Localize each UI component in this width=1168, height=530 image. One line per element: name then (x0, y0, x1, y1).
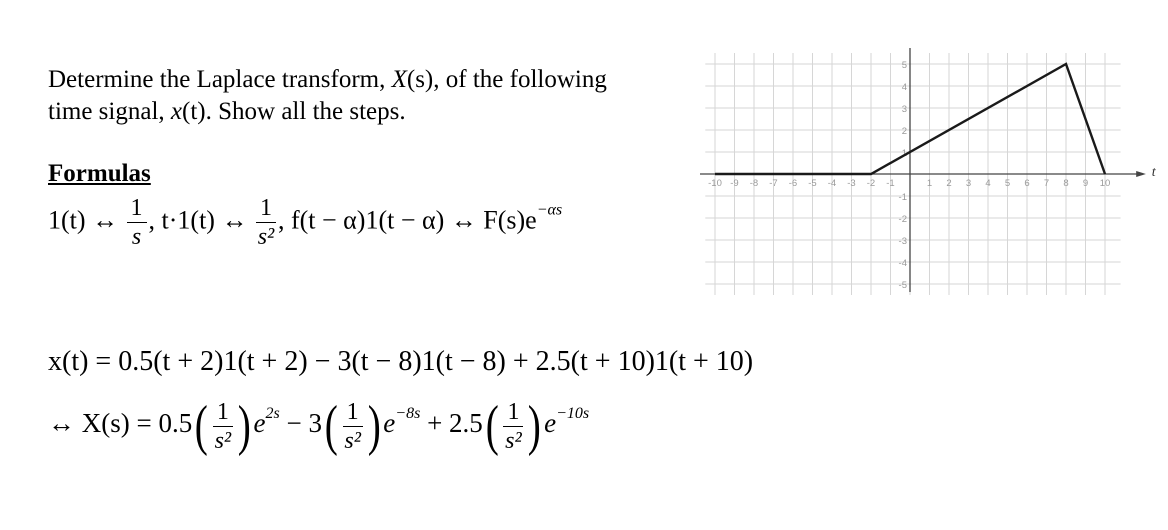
y-tick-label: 2 (901, 126, 907, 137)
fraction-numerator: 1 (256, 196, 276, 223)
y-tick-label: -2 (898, 214, 907, 225)
exponent: −10s (556, 405, 590, 423)
fraction-denominator: s² (257, 224, 275, 250)
fraction-numerator: 1 (213, 400, 233, 427)
fraction (127, 196, 147, 249)
y-tick-label: 4 (901, 82, 907, 93)
x-tick-label: 5 (1004, 178, 1011, 189)
right-paren: ) (528, 395, 542, 457)
fraction (343, 400, 363, 453)
x-axis-arrow (1136, 171, 1146, 177)
x-tick-label: 1 (926, 178, 933, 189)
exponent: −8s (395, 405, 421, 423)
exp-base: e (383, 408, 396, 439)
x-tick-label: -9 (730, 178, 739, 189)
fraction (503, 400, 523, 453)
y-tick-label: 1 (901, 148, 907, 159)
exponent: 2s (265, 405, 280, 423)
problem-text: , of the following (433, 66, 607, 93)
y-tick-label: -5 (898, 280, 907, 291)
problem-var-x: x (170, 98, 183, 125)
fraction-denominator: s (131, 224, 142, 250)
x-tick-label: 8 (1063, 178, 1069, 189)
x-tick-label: 9 (1082, 178, 1089, 189)
x-tick-label: -1 (886, 178, 895, 189)
x-tick-label: -7 (769, 178, 778, 189)
fraction-denominator: s² (505, 427, 522, 454)
x-tick-label: -6 (788, 178, 798, 189)
problem-text: . Show all the steps. (205, 98, 406, 125)
formula-part: , f(t − α)1(t − α) ↔ F(s)e (277, 205, 537, 235)
x-tick-label: 2 (946, 178, 952, 189)
fraction-numerator: 1 (343, 400, 363, 427)
y-tick-label: 3 (901, 104, 907, 115)
formula-line (48, 196, 562, 249)
x-tick-label: 10 (1099, 178, 1111, 189)
problem-var-X: X (391, 66, 407, 93)
x-tick-label: 3 (965, 178, 972, 189)
equation-part: ↔ X(s) = 0.5 (48, 408, 193, 439)
fraction (213, 400, 233, 453)
formula-part: , t·1(t) ↔ (148, 205, 254, 235)
fraction (256, 196, 276, 249)
y-tick-label: -3 (898, 236, 907, 247)
x-tick-label: -2 (866, 178, 876, 189)
exp-base: e (253, 408, 266, 439)
x-tick-label: 6 (1024, 178, 1030, 189)
left-paren: ( (324, 395, 338, 457)
laplace-result-equation (48, 395, 590, 457)
right-paren: ) (237, 395, 251, 457)
exp-base: e (544, 408, 557, 439)
x-tick-label: 7 (1043, 178, 1050, 189)
fraction-denominator: s² (344, 427, 361, 454)
fraction-numerator: 1 (127, 196, 147, 223)
signal-graph (700, 46, 1160, 296)
problem-var-arg: (t) (182, 98, 206, 125)
left-paren: ( (195, 395, 209, 457)
fraction-denominator: s² (214, 427, 232, 454)
equation-part: − 3 (279, 408, 322, 439)
y-tick-label: 5 (901, 60, 907, 71)
x-tick-label: 4 (985, 178, 991, 189)
left-paren: ( (485, 395, 499, 457)
x-tick-label: -10 (708, 178, 722, 189)
time-signal-equation: x(t) = 0.5(t + 2)1(t + 2) − 3(t − 8)1(t − 8) + 2.5(t + 10)1(t + 10) (48, 346, 754, 377)
right-paren: ) (367, 395, 381, 457)
formulas-heading: Formulas (48, 160, 151, 187)
problem-var-arg: (s) (406, 66, 434, 93)
exponent: −αs (536, 201, 563, 219)
x-tick-label: -8 (749, 178, 759, 189)
problem-text: Determine the Laplace transform, (48, 66, 392, 93)
x-tick-label: -5 (808, 178, 817, 189)
problem-text: time signal, (48, 98, 171, 125)
formula-part: 1(t) ↔ (48, 205, 125, 235)
problem-line-1 (48, 64, 688, 96)
problem-statement (48, 64, 688, 128)
x-tick-label: -3 (847, 178, 856, 189)
x-tick-label: -4 (827, 178, 837, 189)
equation-part: + 2.5 (420, 408, 483, 439)
problem-line-2 (48, 96, 688, 128)
fraction-numerator: 1 (503, 400, 523, 427)
graph-background (706, 48, 1124, 292)
y-tick-label: -1 (898, 192, 907, 203)
x-axis-label: t (1151, 165, 1156, 180)
y-tick-label: -4 (898, 258, 907, 269)
